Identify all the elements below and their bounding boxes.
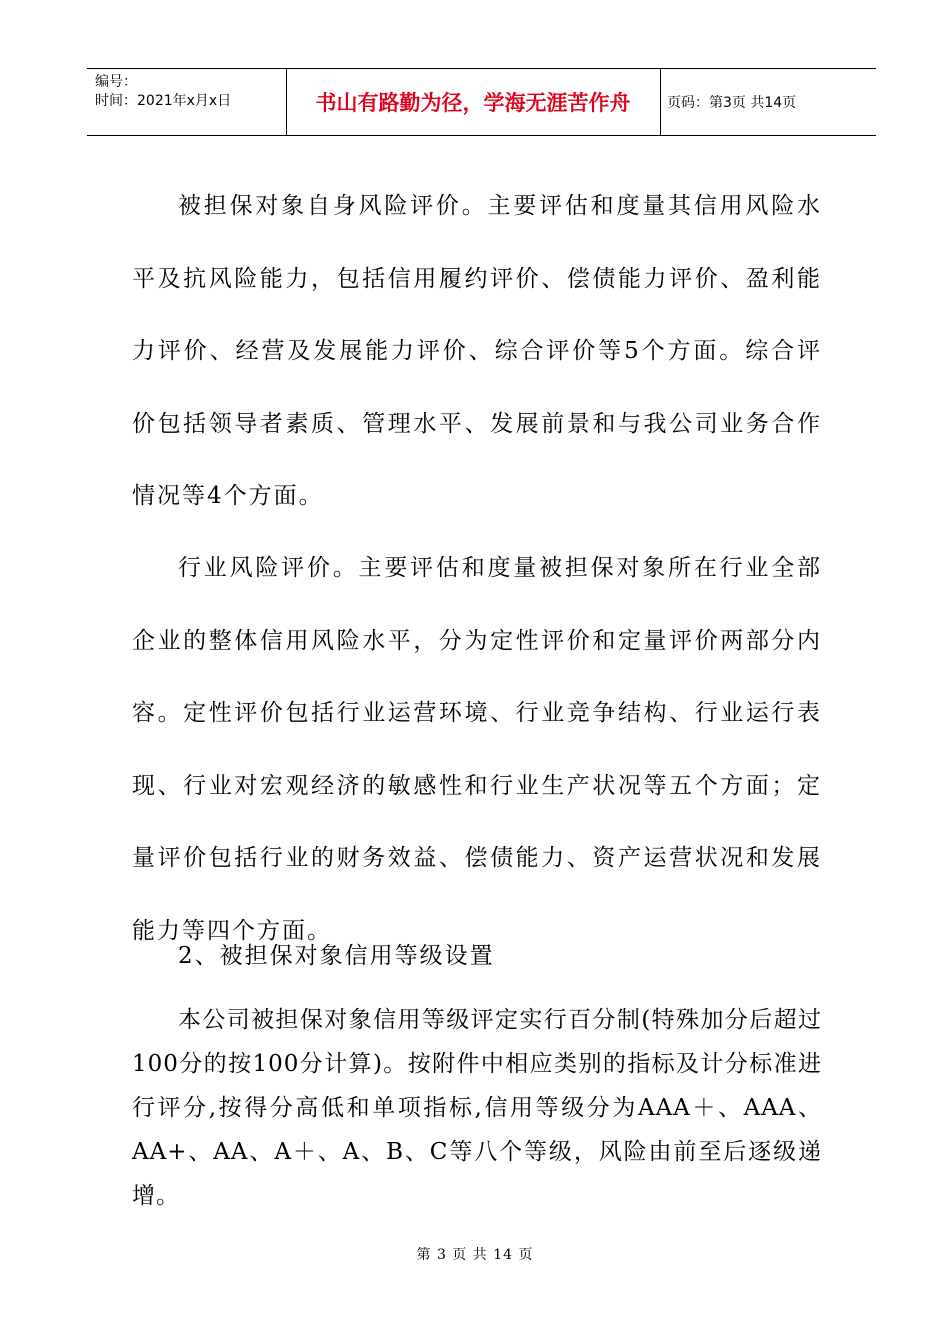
page-footer: 第 3 页 共 14 页 (416, 1247, 534, 1263)
header-divider (660, 69, 661, 135)
page-header (87, 68, 876, 136)
header-page-number: 页码：第3页 共14页 (667, 95, 797, 111)
paragraph-industry-risk: 行业风险评价。主要评估和度量被担保对象所在行业全部企业的整体信用风险水平，分为定性评价和定量评价两部分内容。定性评价包括行业运营环境、行业竞争结构、行业运行表现、行业对宏观经济的敏感性和行业生产状况等五个方面；定量评价包括行业的财务效益、偿债能力、资产运营状况和发展能力等四个方面。 (132, 555, 822, 944)
header-meta (95, 73, 231, 111)
document-time-label: 时间：2021年x月x日 (95, 93, 232, 109)
paragraph-credit-rating: 本公司被担保对象信用等级评定实行百分制(特殊加分后超过100分的按100分计算)。按附件中相应类别的指标及计分标准进行评分,按得分高低和单项指标,信用等级分为AAA＋、AAA、AA+、AA、A＋、A、B、C等八个等级，风险由前至后逐级递增。 (132, 1007, 822, 1209)
header-motto: 书山有路勤为径，学海无涯苦作舟 (315, 91, 631, 115)
document-number-label: 编号： (95, 74, 137, 90)
paragraph-self-risk: 被担保对象自身风险评价。主要评估和度量其信用风险水平及抗风险能力，包括信用履约评价、偿债能力评价、盈利能力评价、经营及发展能力评价、综合评价等5个方面。综合评价包括领导者素质、管理水平、发展前景和与我公司业务合作情况等4个方面。 (132, 193, 822, 509)
section-heading-credit-rating: 2、被担保对象信用等级设置 (178, 943, 495, 969)
